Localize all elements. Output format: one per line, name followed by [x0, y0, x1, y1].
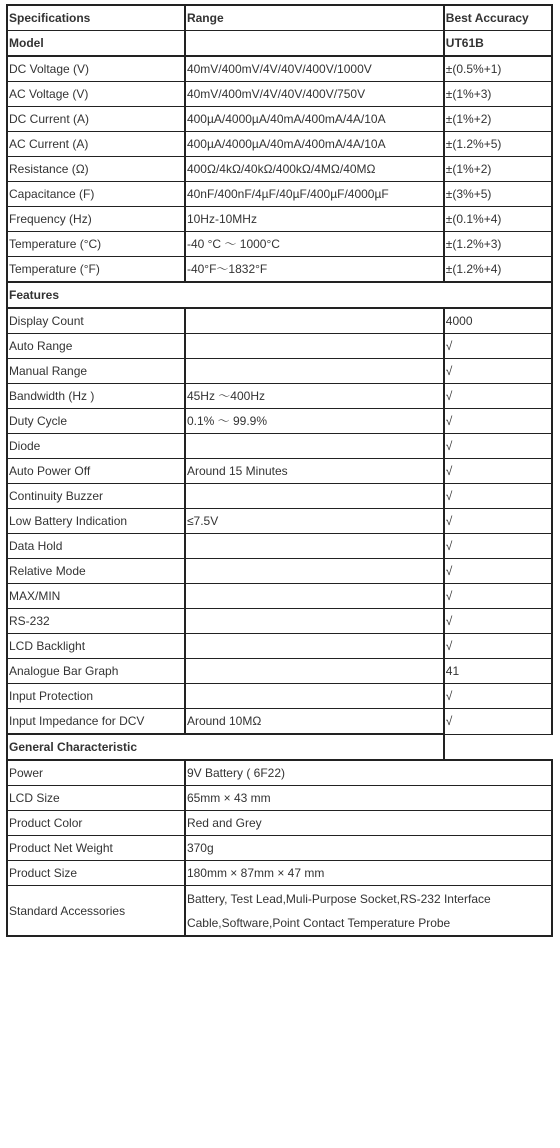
feature-value: √	[444, 534, 552, 559]
specification-range: 40mV/400mV/4V/40V/400V/1000V	[185, 56, 444, 82]
general-section-row	[7, 734, 552, 760]
table-body	[7, 5, 552, 56]
feature-value: √	[444, 559, 552, 584]
specifications-table	[6, 4, 553, 937]
feature-row	[7, 359, 552, 384]
general-name: Product Color	[7, 811, 185, 836]
general-header-body	[7, 734, 552, 760]
feature-value: √	[444, 359, 552, 384]
specification-row	[7, 82, 552, 107]
specification-range: 40mV/400mV/4V/40V/400V/750V	[185, 82, 444, 107]
features-header-body	[7, 282, 552, 308]
feature-name: Relative Mode	[7, 559, 185, 584]
feature-row	[7, 534, 552, 559]
general-empty-cell	[444, 734, 552, 760]
general-name: Product Net Weight	[7, 836, 185, 861]
feature-row	[7, 634, 552, 659]
feature-name: LCD Backlight	[7, 634, 185, 659]
specification-range: 40nF/400nF/4µF/40µF/400µF/4000µF	[185, 182, 444, 207]
specification-row	[7, 207, 552, 232]
header-specifications: Specifications	[7, 5, 185, 31]
feature-name: Continuity Buzzer	[7, 484, 185, 509]
feature-range	[185, 559, 444, 584]
features-section-row	[7, 282, 552, 308]
specification-name: AC Current (A)	[7, 132, 185, 157]
general-body	[7, 760, 552, 936]
feature-value: √	[444, 509, 552, 534]
feature-name: MAX/MIN	[7, 584, 185, 609]
feature-name: Diode	[7, 434, 185, 459]
feature-range	[185, 609, 444, 634]
specification-row	[7, 56, 552, 82]
feature-row	[7, 334, 552, 359]
feature-range	[185, 659, 444, 684]
feature-name: Data Hold	[7, 534, 185, 559]
feature-value: √	[444, 684, 552, 709]
feature-name: Low Battery Indication	[7, 509, 185, 534]
general-name: Power	[7, 760, 185, 786]
feature-row	[7, 559, 552, 584]
feature-row	[7, 584, 552, 609]
specification-range: 400µA/4000µA/40mA/400mA/4A/10A	[185, 132, 444, 157]
feature-value: 4000	[444, 308, 552, 334]
feature-range	[185, 484, 444, 509]
general-name: Standard Accessories	[7, 886, 185, 937]
feature-range: Around 10MΩ	[185, 709, 444, 735]
feature-value: √	[444, 609, 552, 634]
general-row	[7, 760, 552, 786]
feature-value: √	[444, 484, 552, 509]
model-value: UT61B	[444, 31, 552, 57]
feature-row	[7, 709, 552, 735]
specification-name: Capacitance (F)	[7, 182, 185, 207]
feature-range	[185, 534, 444, 559]
feature-name: RS-232	[7, 609, 185, 634]
feature-row	[7, 409, 552, 434]
specification-row	[7, 107, 552, 132]
feature-name: Input Impedance for DCV	[7, 709, 185, 735]
feature-range	[185, 308, 444, 334]
general-value: Red and Grey	[185, 811, 552, 836]
specification-name: Frequency (Hz)	[7, 207, 185, 232]
feature-value: √	[444, 409, 552, 434]
feature-row	[7, 434, 552, 459]
specification-row	[7, 257, 552, 283]
feature-value: √	[444, 334, 552, 359]
feature-row	[7, 684, 552, 709]
specification-accuracy: ±(3%+5)	[444, 182, 552, 207]
feature-name: Manual Range	[7, 359, 185, 384]
general-value: 65mm × 43 mm	[185, 786, 552, 811]
feature-range	[185, 334, 444, 359]
specification-row	[7, 157, 552, 182]
model-row	[7, 31, 552, 57]
feature-row	[7, 484, 552, 509]
general-name: LCD Size	[7, 786, 185, 811]
general-title: General Characteristic	[7, 734, 444, 760]
feature-range: 45Hz ～400Hz	[185, 384, 444, 409]
specification-accuracy: ±(1%+2)	[444, 157, 552, 182]
general-value: 370g	[185, 836, 552, 861]
specification-accuracy: ±(1.2%+4)	[444, 257, 552, 283]
specification-accuracy: ±(1.2%+3)	[444, 232, 552, 257]
general-row	[7, 786, 552, 811]
feature-value: √	[444, 384, 552, 409]
general-value: Battery, Test Lead,Muli-Purpose Socket,RS-232 Interface Cable,Software,Point Contact Temperature Probe	[185, 886, 552, 937]
feature-value: √	[444, 584, 552, 609]
specification-name: DC Current (A)	[7, 107, 185, 132]
general-name: Product Size	[7, 861, 185, 886]
general-value: 180mm × 87mm × 47 mm	[185, 861, 552, 886]
header-row	[7, 5, 552, 31]
features-body	[7, 308, 552, 734]
general-row	[7, 836, 552, 861]
feature-name: Analogue Bar Graph	[7, 659, 185, 684]
specification-name: DC Voltage (V)	[7, 56, 185, 82]
feature-name: Display Count	[7, 308, 185, 334]
feature-name: Duty Cycle	[7, 409, 185, 434]
specification-accuracy: ±(1%+2)	[444, 107, 552, 132]
feature-value: √	[444, 459, 552, 484]
header-range: Range	[185, 5, 444, 31]
specification-range: 10Hz-10MHz	[185, 207, 444, 232]
feature-row	[7, 609, 552, 634]
specification-accuracy: ±(1.2%+5)	[444, 132, 552, 157]
general-row	[7, 861, 552, 886]
specification-name: AC Voltage (V)	[7, 82, 185, 107]
feature-range	[185, 684, 444, 709]
specification-row	[7, 232, 552, 257]
specification-accuracy: ±(1%+3)	[444, 82, 552, 107]
feature-name: Auto Power Off	[7, 459, 185, 484]
specification-range: -40°F～1832°F	[185, 257, 444, 283]
feature-range: 0.1% ～ 99.9%	[185, 409, 444, 434]
feature-name: Bandwidth (Hz )	[7, 384, 185, 409]
feature-name: Input Protection	[7, 684, 185, 709]
feature-value: 41	[444, 659, 552, 684]
feature-row	[7, 659, 552, 684]
feature-value: √	[444, 709, 552, 735]
feature-name: Auto Range	[7, 334, 185, 359]
specification-accuracy: ±(0.5%+1)	[444, 56, 552, 82]
general-row	[7, 811, 552, 836]
specification-row	[7, 132, 552, 157]
specification-row	[7, 182, 552, 207]
feature-row	[7, 459, 552, 484]
specification-name: Temperature (°C)	[7, 232, 185, 257]
feature-range	[185, 634, 444, 659]
specification-range: 400Ω/4kΩ/40kΩ/400kΩ/4MΩ/40MΩ	[185, 157, 444, 182]
feature-row	[7, 384, 552, 409]
specification-name: Temperature (°F)	[7, 257, 185, 283]
model-empty-cell	[185, 31, 444, 57]
feature-range	[185, 359, 444, 384]
feature-range	[185, 584, 444, 609]
feature-range: ≤7.5V	[185, 509, 444, 534]
feature-range	[185, 434, 444, 459]
specification-range: 400µA/4000µA/40mA/400mA/4A/10A	[185, 107, 444, 132]
specification-accuracy: ±(0.1%+4)	[444, 207, 552, 232]
feature-range: Around 15 Minutes	[185, 459, 444, 484]
general-row	[7, 886, 552, 937]
specification-range: -40 °C ～ 1000°C	[185, 232, 444, 257]
feature-value: √	[444, 634, 552, 659]
header-best-accuracy: Best Accuracy	[444, 5, 552, 31]
feature-row	[7, 308, 552, 334]
feature-value: √	[444, 434, 552, 459]
general-value: 9V Battery ( 6F22)	[185, 760, 552, 786]
specification-name: Resistance (Ω)	[7, 157, 185, 182]
features-title: Features	[7, 282, 552, 308]
specifications-body	[7, 56, 552, 282]
model-label: Model	[7, 31, 185, 57]
feature-row	[7, 509, 552, 534]
